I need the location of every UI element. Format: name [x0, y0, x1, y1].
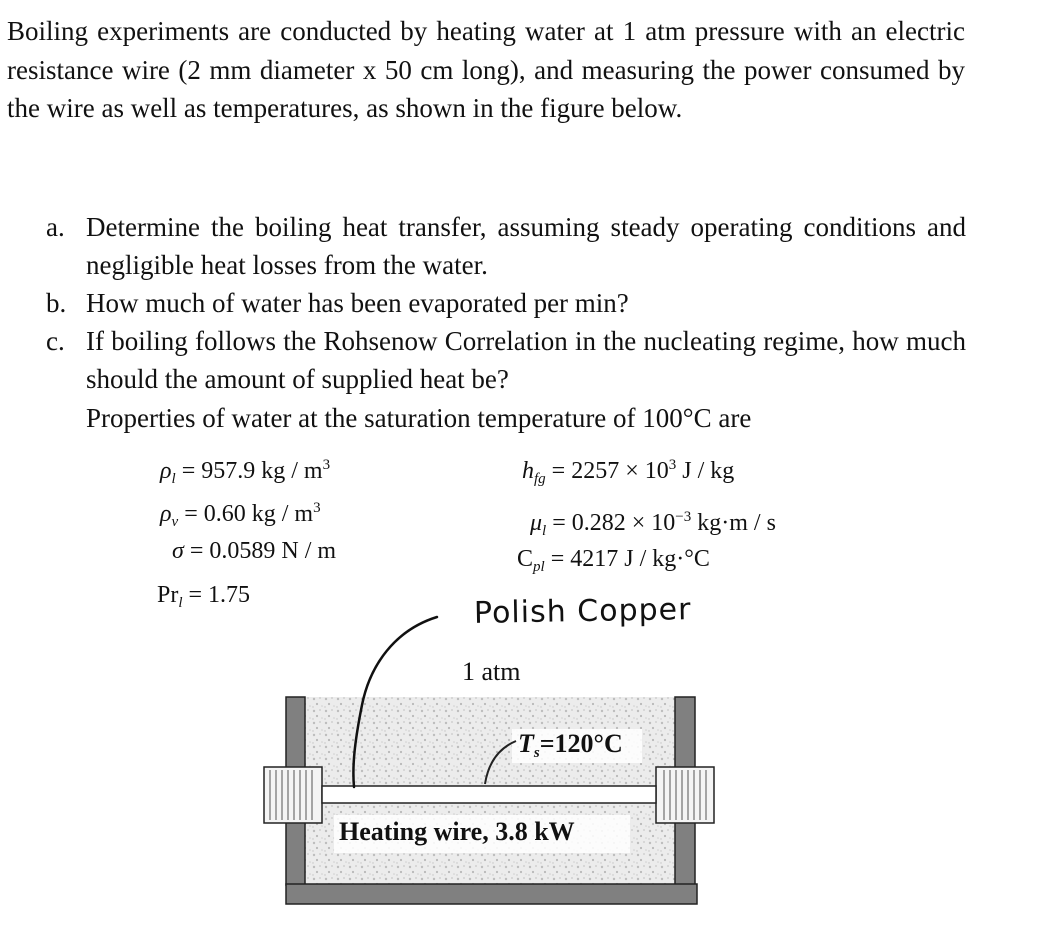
- left-electrode: [264, 767, 322, 823]
- surface-temp-label: Ts=120°C: [518, 729, 623, 761]
- tank-bottom: [286, 884, 697, 904]
- heating-wire-label: Heating wire, 3.8 kW: [339, 817, 575, 846]
- pressure-label: 1 atm: [462, 657, 521, 686]
- question-marker: c.: [46, 326, 65, 356]
- handwritten-note: Polish Copper: [473, 592, 692, 631]
- right-electrode: [656, 767, 714, 823]
- question-marker: a.: [46, 212, 65, 242]
- question-text: If boiling follows the Rohsenow Correlation in the nucleating regime, how much should the amount of supplied heat be?: [86, 326, 966, 394]
- properties-heading: Properties of water at the saturation temperature of 100°C are: [86, 403, 752, 433]
- property-h-fg: $h_{fg} = 2257 \times 10^3$ J / kg: [522, 457, 735, 487]
- heating-wire: [322, 786, 656, 803]
- question-marker: b.: [46, 288, 67, 318]
- question-text: Determine the boiling heat transfer, assuming steady operating conditions and negligible heat losses from the water.: [86, 212, 966, 280]
- question-text: How much of water has been evaporated per min?: [86, 288, 629, 318]
- property-rho-l: $\rho_l = 957.9$ kg / $m^3$: [160, 457, 331, 487]
- property-pr-l: $Pr_l = 1.75$: [157, 582, 251, 611]
- problem-intro: Boiling experiments are conducted by heating water at 1 atm pressure with an electric resistance wire (2 mm diameter x 50 cm long), and measuring the power consumed by the wire as well as temperatures, as shown in the figure below.: [7, 16, 965, 123]
- property-mu-l: $\mu_l = 0.282 \times 10^{-3}$ kg·m / s: [530, 509, 776, 539]
- property-sigma: σ = 0.0589 N / m: [172, 538, 337, 564]
- property-cp-l: $C_{pl} = 4217$ J / kg·°C: [517, 546, 710, 575]
- property-rho-v: $\rho_v = 0.60$ kg / $m^3$: [160, 500, 321, 530]
